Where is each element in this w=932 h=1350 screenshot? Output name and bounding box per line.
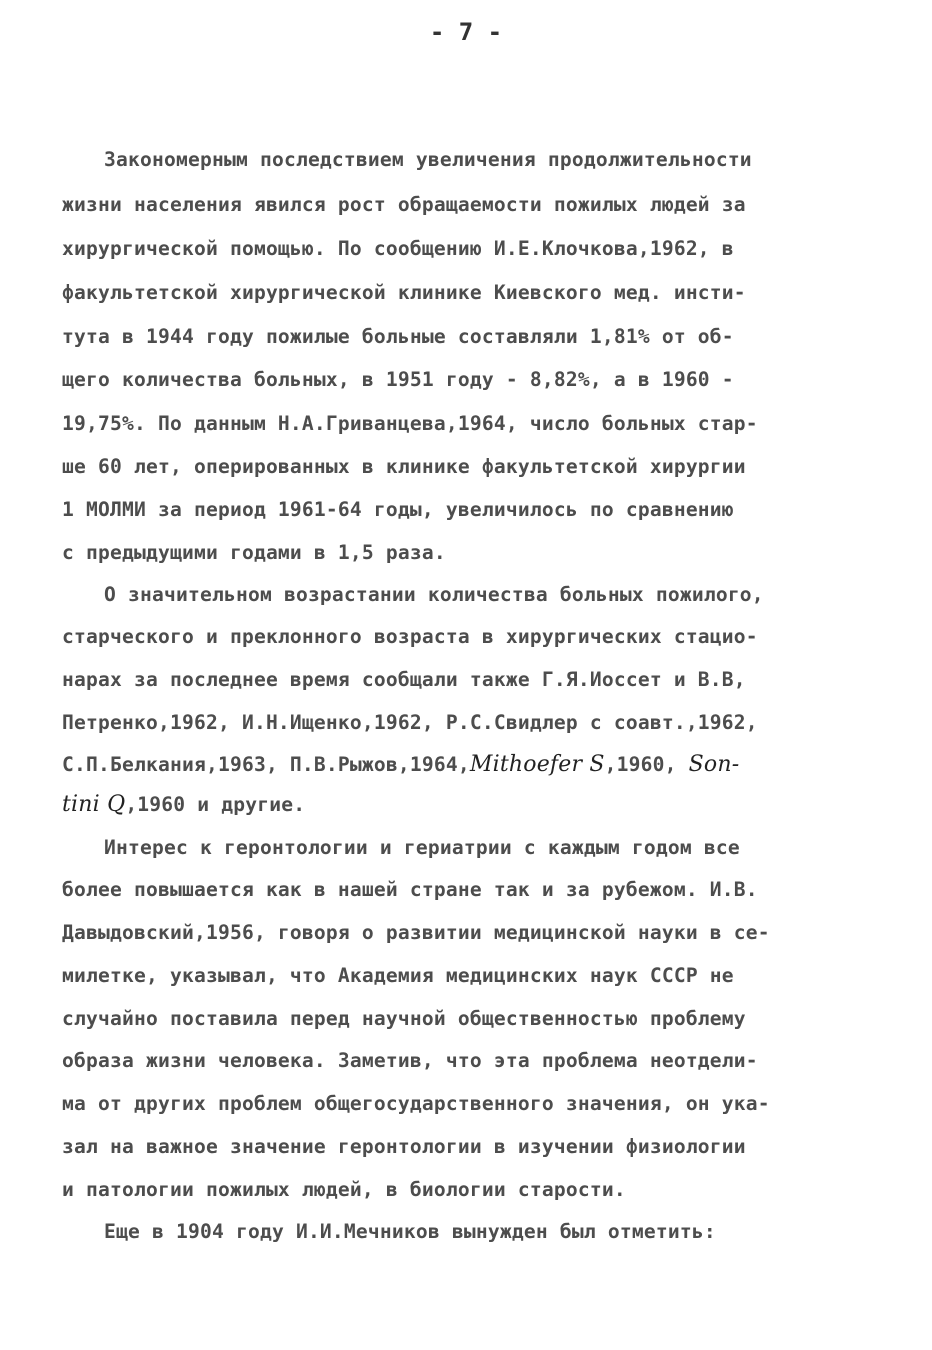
text-line: хирургической помощью. По сообщению И.Е.Клочкова,1962, в	[62, 237, 734, 260]
text-line: тута в 1944 году пожилые больные составляли 1,81% от об-	[62, 325, 734, 348]
text-line: жизни населения явился рост обращаемости пожилых людей за	[62, 193, 746, 216]
page-number: - 7 -	[429, 18, 503, 46]
handwritten-name: Mithoefer S	[469, 752, 605, 777]
text-line: Петренко,1962, И.Н.Ищенко,1962, Р.С.Свидлер с соавт.,1962,	[62, 711, 758, 734]
text-line: зал на важное значение геронтологии в изучении физиологии	[62, 1135, 746, 1158]
text-line: 19,75%. По данным Н.А.Гриванцева,1964, число больных стар-	[62, 412, 758, 435]
text-line: Еще в 1904 году И.И.Мечников вынужден был отметить:	[104, 1220, 716, 1243]
text-line: и патологии пожилых людей, в биологии старости.	[62, 1178, 626, 1201]
text-line: нарах за последнее время сообщали также Г.Я.Иоссет и В.В,	[62, 668, 746, 691]
text-line: ше 60 лет, оперированных в клинике факультетской хирургии	[62, 455, 746, 478]
text-line: Давыдовский,1956, говоря о развитии медицинской науки в се-	[62, 921, 770, 944]
text-line: старческого и преклонного возраста в хирургических стацио-	[62, 625, 758, 648]
text-segment: ,1960 и другие.	[125, 793, 306, 816]
text-line: ма от других проблем общегосударственного значения, он ука-	[62, 1092, 770, 1115]
text-line: случайно поставила перед научной общественностью проблему	[62, 1007, 746, 1030]
text-line: милетке, указывал, что Академия медицинских наук СССР не	[62, 964, 734, 987]
text-line: 1 МОЛМИ за период 1961-64 годы, увеличилось по сравнению	[62, 498, 734, 521]
handwritten-name: tini Q	[62, 792, 126, 817]
text-segment: С.П.Белкания,1963, П.В.Рыжов,1964,	[62, 753, 470, 776]
text-segment: ,1960,	[604, 753, 677, 776]
handwritten-name: Son-	[688, 752, 740, 777]
text-line: с предыдущими годами в 1,5 раза.	[62, 541, 446, 564]
text-line: более повышается как в нашей стране так и за рубежом. И.В.	[62, 878, 758, 901]
text-line-mixed	[62, 750, 874, 780]
text-line: О значительном возрастании количества больных пожилого,	[104, 583, 764, 606]
text-line: образа жизни человека. Заметив, что эта проблема неотдели-	[62, 1049, 758, 1072]
text-line: Интерес к геронтологии и гериатрии с каждым годом все	[104, 836, 740, 859]
text-line-mixed	[62, 790, 874, 820]
text-line: Закономерным последствием увеличения продолжительности	[104, 148, 752, 171]
text-line: факультетской хирургической клинике Киевского мед. инсти-	[62, 281, 746, 304]
text-line: щего количества больных, в 1951 году - 8,82%, а в 1960 -	[62, 368, 734, 391]
